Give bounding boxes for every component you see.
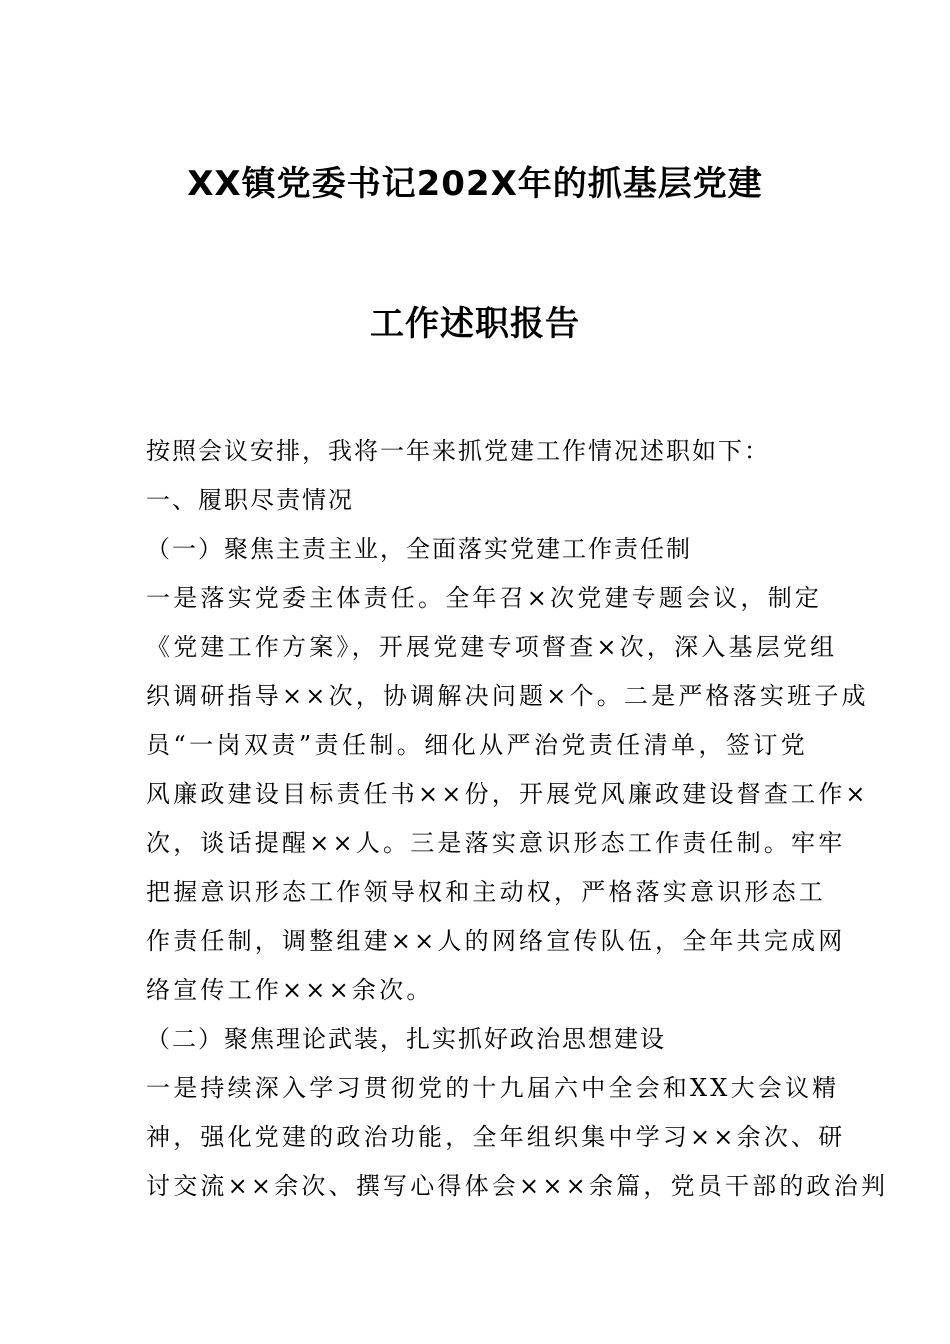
paragraph-line: 《党建工作方案》，开展党建专项督查×次，深入基层党组 [146, 633, 838, 661]
intro-sentence: 按照会议安排，我将一年来抓党建工作情况述职如下： [146, 437, 770, 465]
paragraph-line: 一是持续深入学习贯彻党的十九届六中全会和XX大会议精 [146, 1074, 840, 1102]
paragraph-line: 作责任制，调整组建××人的网络宣传队伍，全年共完成网 [146, 927, 846, 955]
document-title-line-1: XX镇党委书记202X年的抓基层党建 [187, 164, 763, 204]
paragraph-line: 次，谈话提醒××人。三是落实意识形态工作责任制。牢牢 [146, 829, 846, 857]
subsection-heading-1: （一）聚焦主责主业，全面落实党建工作责任制 [146, 535, 692, 563]
paragraph-line: 神，强化党建的政治功能，全年组织集中学习××余次、研 [146, 1123, 846, 1151]
paragraph-line: 织调研指导××次，协调解决问题×个。二是严格落实班子成 [146, 682, 869, 710]
paragraph-2 [146, 1064, 889, 1211]
intro-and-headings [146, 427, 806, 574]
paragraph-line: 讨交流××余次、撰写心得体会×××余篇，党员干部的政治判 [146, 1172, 889, 1200]
paragraph-line: 把握意识形态工作领导权和主动权，严格落实意识形态工 [146, 878, 826, 906]
paragraph-line: 络宣传工作×××余次。 [146, 976, 434, 1004]
document-title-line-2: 工作述职报告 [370, 304, 580, 344]
subsection-heading-2: （二）聚焦理论武装，扎实抓好政治思想建设 [146, 1025, 666, 1053]
paragraph-line: 风廉政建设目标责任书××份，开展党风廉政建设督查工作× [146, 780, 869, 808]
subsection-2-block [146, 1015, 806, 1064]
section-heading-1: 一、履职尽责情况 [146, 486, 354, 514]
paragraph-line: 员“一岗双责”责任制。细化从严治党责任清单，签订党 [146, 731, 808, 759]
paragraph-1 [146, 574, 869, 1015]
paragraph-line: 一是落实党委主体责任。全年召×次党建专题会议，制定 [146, 584, 823, 612]
